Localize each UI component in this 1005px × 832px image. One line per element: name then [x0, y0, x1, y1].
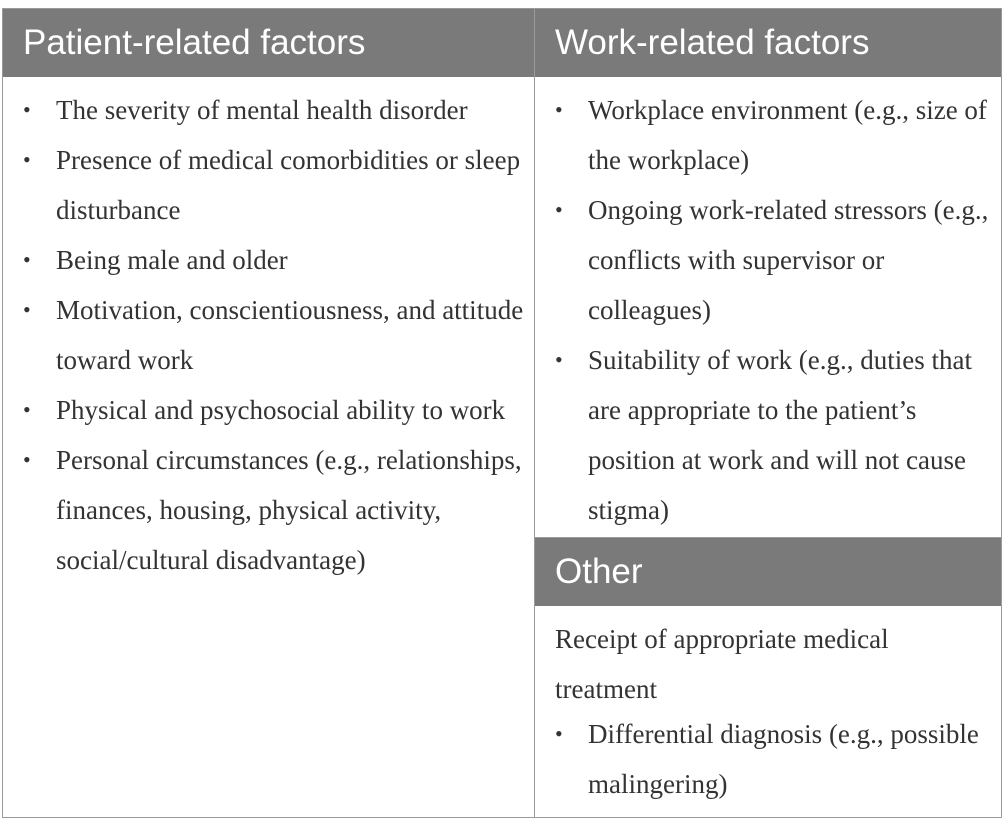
list-item: • Physical and psychosocial ability to work	[23, 385, 528, 435]
list-item: • Differential diagnosis (e.g., possible malingering)	[555, 709, 995, 809]
list-item: • Presence of medical comorbidities or sleep disturbance	[23, 135, 528, 235]
work-factors-list	[555, 85, 995, 535]
patient-factors-list	[23, 85, 528, 585]
other-factors-header: Other	[535, 538, 1001, 606]
factors-table	[2, 8, 1002, 818]
column-divider	[534, 9, 535, 817]
list-item: • Personal circumstances (e.g., relationships, finances, housing, physical activity, social/cultural disadvantage)	[23, 435, 528, 585]
list-item: • Being male and older	[23, 235, 528, 285]
other-plain-text: Receipt of appropriate medical treatment	[555, 624, 889, 704]
list-item: • The severity of mental health disorder	[23, 85, 528, 135]
list-item: • Workplace environment (e.g., size of the workplace)	[555, 85, 995, 185]
other-factors-list	[555, 709, 995, 809]
work-factors-header: Work-related factors	[535, 9, 1001, 77]
list-item: • Suitability of work (e.g., duties that are appropriate to the patient’s position at work and will not cause stigma)	[555, 335, 995, 535]
patient-factors-header: Patient-related factors	[3, 9, 534, 77]
list-item: • Motivation, conscientiousness, and attitude toward work	[23, 285, 528, 385]
list-item: • Ongoing work-related stressors (e.g., conflicts with supervisor or colleagues)	[555, 185, 995, 335]
